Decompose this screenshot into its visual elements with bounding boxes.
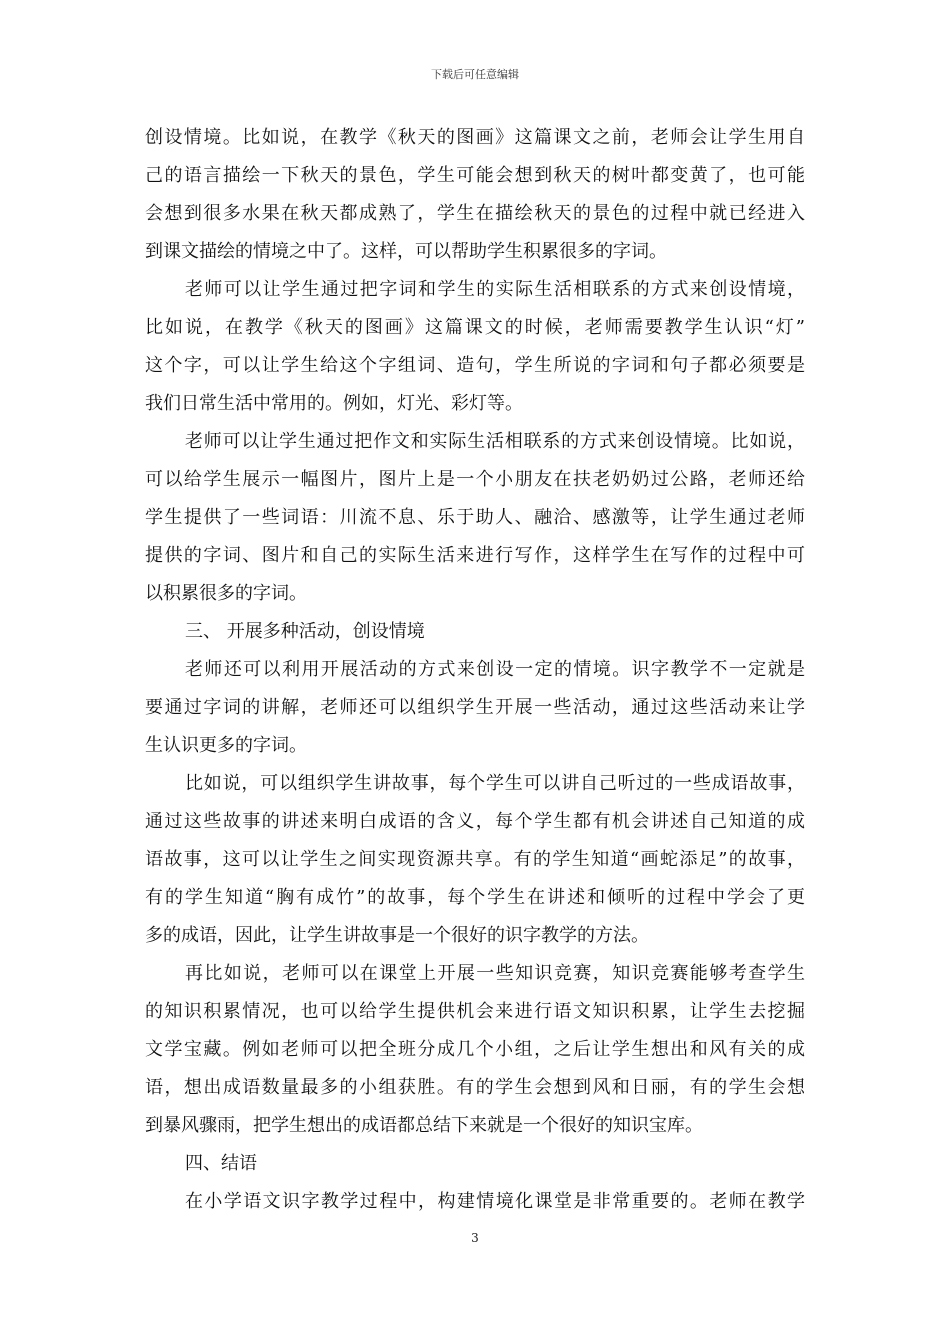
text-line: 语，想出成语数量最多的小组获胜。有的学生会想到风和日丽，有的学生会想 <box>145 1077 805 1098</box>
page-number: 3 <box>471 1231 479 1245</box>
text-line: 我们日常生活中常用的。例如，灯光、彩灯等。 <box>145 393 523 414</box>
text-line: 以积累很多的字词。 <box>145 583 307 604</box>
text-line: 文学宝藏。例如老师可以把全班分成几个小组，之后让学生想出和风有关的成 <box>145 1039 805 1060</box>
text-line: 这个字，可以让学生给这个字组词、造句，学生所说的字词和句子都必须要是 <box>145 355 805 376</box>
text-line: 在小学语文识字教学过程中，构建情境化课堂是非常重要的。老师在教学 <box>185 1191 805 1212</box>
text-line: 多的成语，因此，让学生讲故事是一个很好的识字教学的方法。 <box>145 925 649 946</box>
text-line: 到课文描绘的情境之中了。这样，可以帮助学生积累很多的字词。 <box>145 241 667 262</box>
text-line: 生认识更多的字词。 <box>145 735 307 756</box>
text-line: 语故事，这可以让学生之间实现资源共享。有的学生知道“画蛇添足”的故事， <box>145 849 805 870</box>
text-line: 四、结语 <box>185 1153 257 1174</box>
text-line: 比如说，在教学《秋天的图画》这篇课文的时候，老师需要教学生认识“灯” <box>145 317 805 338</box>
text-line: 到暴风骤雨，把学生想出的成语都总结下来就是一个很好的知识宝库。 <box>145 1115 703 1136</box>
page-header: 下载后可任意编辑 <box>431 68 519 81</box>
text-line: 要通过字词的讲解，老师还可以组织学生开展一些活动，通过这些活动来让学 <box>145 697 805 718</box>
text-line: 提供的字词、图片和自己的实际生活来进行写作，这样学生在写作的过程中可 <box>145 545 805 566</box>
text-line: 会想到很多水果在秋天都成熟了，学生在描绘秋天的景色的过程中就已经进入 <box>145 203 805 224</box>
text-line: 比如说，可以组织学生讲故事，每个学生可以讲自己听过的一些成语故事， <box>185 773 805 794</box>
text-line: 老师还可以利用开展活动的方式来创设一定的情境。识字教学不一定就是 <box>185 659 805 680</box>
text-line: 学生提供了一些词语：川流不息、乐于助人、融洽、感激等，让学生通过老师 <box>145 507 805 528</box>
text-line: 老师可以让学生通过把作文和实际生活相联系的方式来创设情境。比如说， <box>185 431 805 452</box>
text-line: 的知识积累情况，也可以给学生提供机会来进行语文知识积累，让学生去挖掘 <box>145 1001 805 1022</box>
text-line: 有的学生知道“胸有成竹”的故事，每个学生在讲述和倾听的过程中学会了更 <box>145 887 805 908</box>
text-line: 创设情境。比如说，在教学《秋天的图画》这篇课文之前，老师会让学生用自 <box>145 127 805 148</box>
text-line: 三、 开展多种活动，创设情境 <box>185 621 425 642</box>
text-line: 再比如说，老师可以在课堂上开展一些知识竞赛，知识竞赛能够考查学生 <box>185 963 805 984</box>
text-line: 通过这些故事的讲述来明白成语的含义，每个学生都有机会讲述自己知道的成 <box>145 811 805 832</box>
document-body <box>145 119 805 1221</box>
text-line: 可以给学生展示一幅图片，图片上是一个小朋友在扶老奶奶过公路，老师还给 <box>145 469 805 490</box>
text-line: 老师可以让学生通过把字词和学生的实际生活相联系的方式来创设情境， <box>185 279 805 300</box>
text-line: 己的语言描绘一下秋天的景色，学生可能会想到秋天的树叶都变黄了，也可能 <box>145 165 805 186</box>
